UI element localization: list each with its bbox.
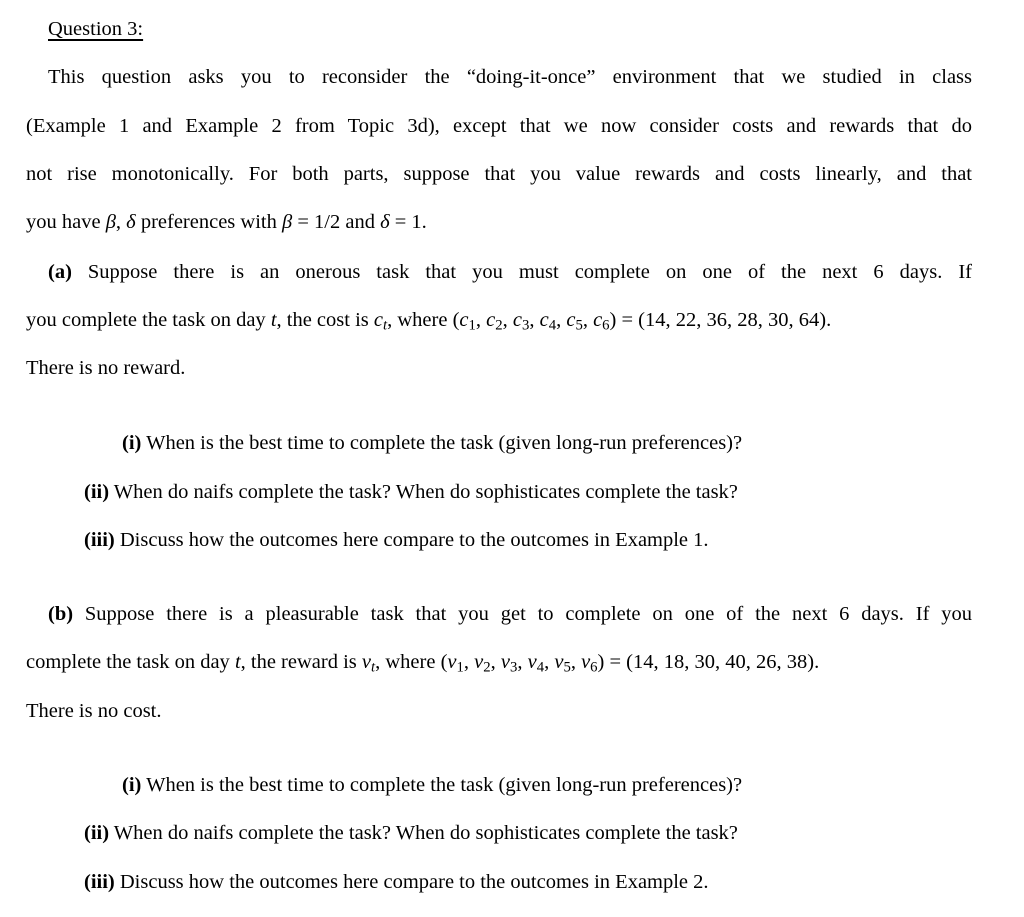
part-b-sub-i: (i) When is the best time to complete the task (given long-run preferences)? — [122, 774, 743, 796]
intro-line-4: you have β, δ preferences with β = 1/2 and δ = 1. — [26, 211, 427, 233]
part-a-label: (a) — [48, 261, 72, 283]
part-b-sub-ii: (ii) When do naifs complete the task? When do sophisticates complete the task? — [84, 822, 738, 844]
part-a-line-3: There is no reward. — [26, 357, 186, 379]
part-b-line-1: (b) Suppose there is a pleasurable task that you get to complete on one of the next 6 days. If you — [48, 603, 972, 625]
part-a-sub-i: (i) When is the best time to complete the task (given long-run preferences)? — [122, 432, 743, 454]
part-a-sub-iii: (iii) Discuss how the outcomes here compare to the outcomes in Example 1. — [84, 529, 709, 551]
part-a-line-1: (a) Suppose there is an onerous task that you must complete on one of the next 6 days. If — [48, 261, 972, 283]
question-title: Question 3: — [48, 18, 144, 40]
delta-symbol: δ — [126, 211, 136, 233]
part-b-line-3: There is no cost. — [26, 700, 162, 722]
intro-line-3: not rise monotonically. For both parts, suppose that you value rewards and costs linearly, and that — [26, 163, 972, 185]
beta-symbol: β — [105, 211, 116, 233]
intro-line-2: (Example 1 and Example 2 from Topic 3d), except that we now consider costs and rewards that do — [26, 115, 972, 137]
part-a-line-2: you complete the task on day t, the cost is $c_t$, where ($c_1$, $c_2$, $c_3$, $c_4$, $c_5$, $c_6) = (14$, 22, 36, 28, 30, 64). — [26, 309, 832, 334]
part-b-label: (b) — [48, 603, 74, 625]
part-a-sub-ii: (ii) When do naifs complete the task? When do sophisticates complete the task? — [84, 481, 738, 503]
part-b-line-2: complete the task on day t, the reward is $v_t$, where ($v_1$, $v_2$, $v_3$, $v_4$, $v_5$, $v_6) = (14$, 18, 30, 40, 26, 38). — [26, 651, 820, 676]
intro-line-1: This question asks you to reconsider the “doing-it-once” environment that we studied in class — [48, 66, 972, 88]
part-b-sub-iii: (iii) Discuss how the outcomes here compare to the outcomes in Example 2. — [84, 871, 709, 893]
